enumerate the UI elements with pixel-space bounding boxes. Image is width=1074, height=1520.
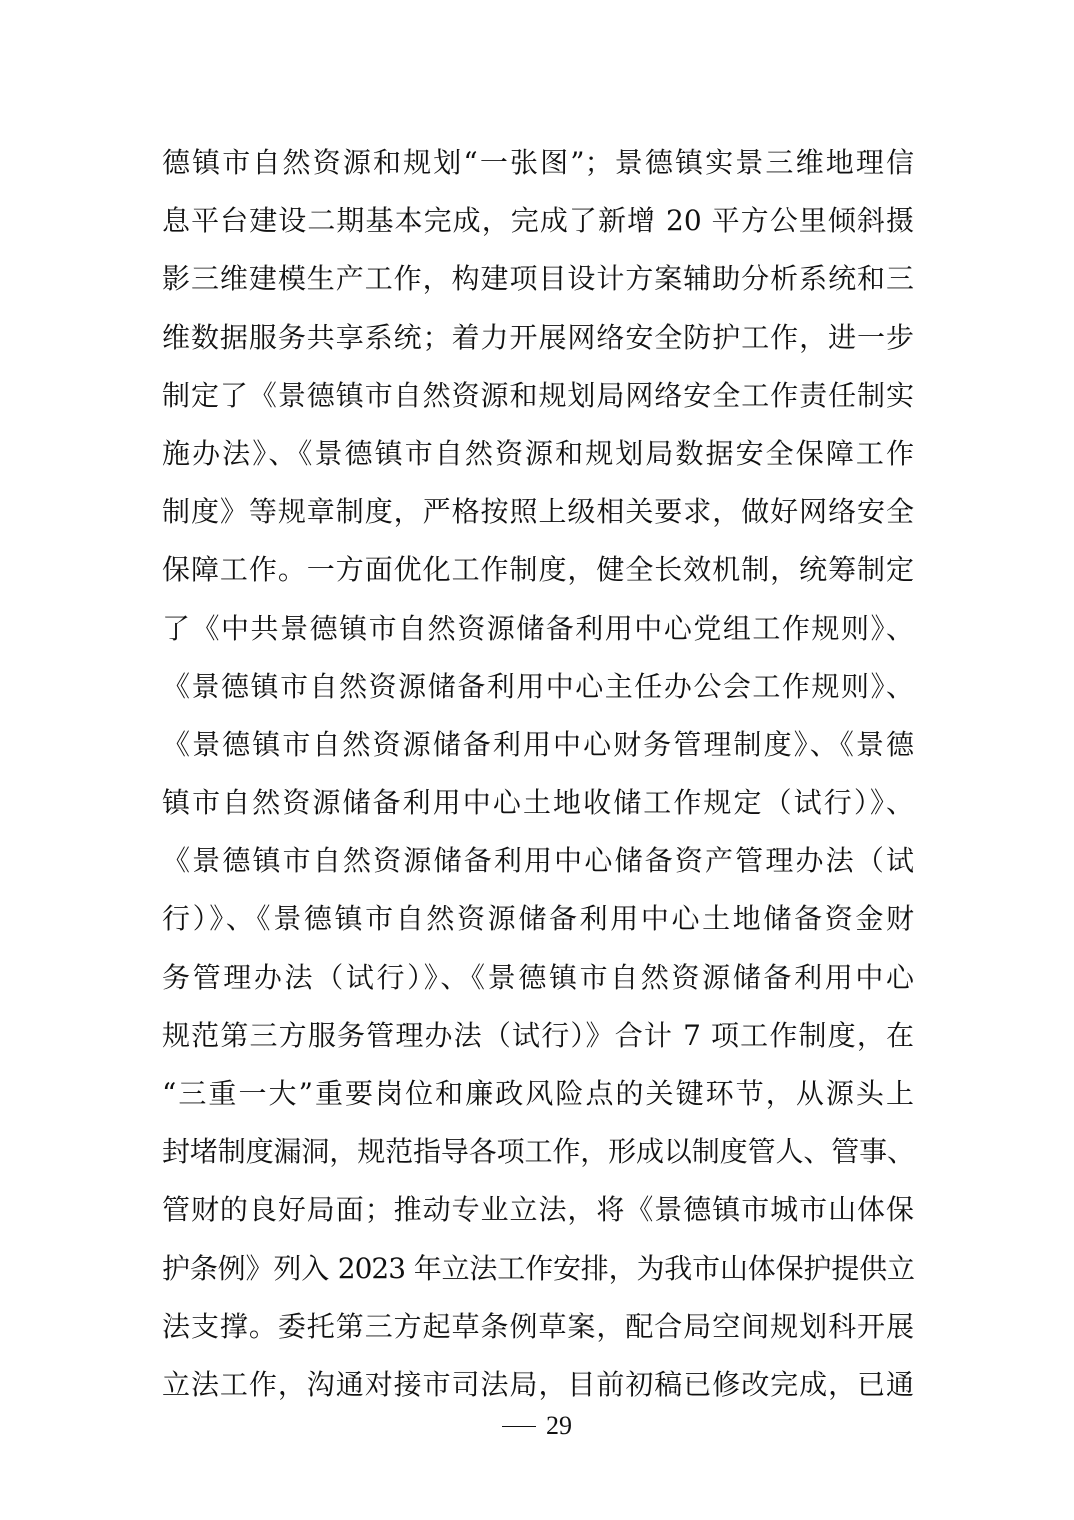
text-line-16: 规范第三方服务管理办法（试行）》合计 7 项工作制度，在 xyxy=(162,1018,914,1052)
text-line-22: 立法工作，沟通对接市司法局，目前初稿已修改完成，已通 xyxy=(162,1367,914,1401)
text-line-1: 德镇市自然资源和规划“一张图”；景德镇实景三维地理信 xyxy=(162,146,914,179)
text-line-3: 影三维建模生产工作，构建项目设计方案辅助分析系统和三 xyxy=(162,262,914,296)
text-line-2: 息平台建设二期基本完成，完成了新增 20 平方公里倾斜摄 xyxy=(162,204,914,238)
text-line-20: 护条例》列入 2023 年立法工作安排，为我市山体保护提供立 xyxy=(162,1251,914,1285)
text-line-19: 管财的良好局面；推动专业立法，将《景德镇市城市山体保 xyxy=(162,1193,914,1227)
page-number: 29 xyxy=(546,1411,572,1440)
text-line-13: 《景德镇市自然资源储备利用中心储备资产管理办法（试 xyxy=(162,844,914,878)
text-line-15: 务管理办法（试行）》、《景德镇市自然资源储备利用中心 xyxy=(162,960,914,994)
page-number-dash xyxy=(502,1426,536,1427)
text-line-5: 制定了《景德镇市自然资源和规划局网络安全工作责任制实 xyxy=(162,378,914,412)
text-line-6: 施办法》、《景德镇市自然资源和规划局数据安全保障工作 xyxy=(162,436,914,470)
text-line-7: 制度》等规章制度，严格按照上级相关要求，做好网络安全 xyxy=(162,495,914,529)
page-footer xyxy=(0,1406,1074,1446)
text-line-11: 《景德镇市自然资源储备利用中心财务管理制度》、《景德 xyxy=(162,727,914,761)
text-line-8: 保障工作。一方面优化工作制度，健全长效机制，统筹制定 xyxy=(162,553,914,587)
body-text xyxy=(162,134,914,1414)
text-line-9: 了《中共景德镇市自然资源储备利用中心党组工作规则》、 xyxy=(162,611,914,645)
text-line-18: 封堵制度漏洞，规范指导各项工作，形成以制度管人、管事、 xyxy=(162,1135,914,1169)
text-line-12: 镇市自然资源储备利用中心土地收储工作规定（试行）》、 xyxy=(162,786,914,820)
text-line-10: 《景德镇市自然资源储备利用中心主任办公会工作规则》、 xyxy=(162,669,914,703)
text-line-17: “三重一大”重要岗位和廉政风险点的关键环节，从源头上 xyxy=(162,1077,914,1110)
text-line-21: 法支撑。委托第三方起草条例草案，配合局空间规划科开展 xyxy=(162,1309,914,1343)
text-line-4: 维数据服务共享系统；着力开展网络安全防护工作，进一步 xyxy=(162,320,914,354)
text-line-14: 行）》、《景德镇市自然资源储备利用中心土地储备资金财 xyxy=(162,902,914,936)
